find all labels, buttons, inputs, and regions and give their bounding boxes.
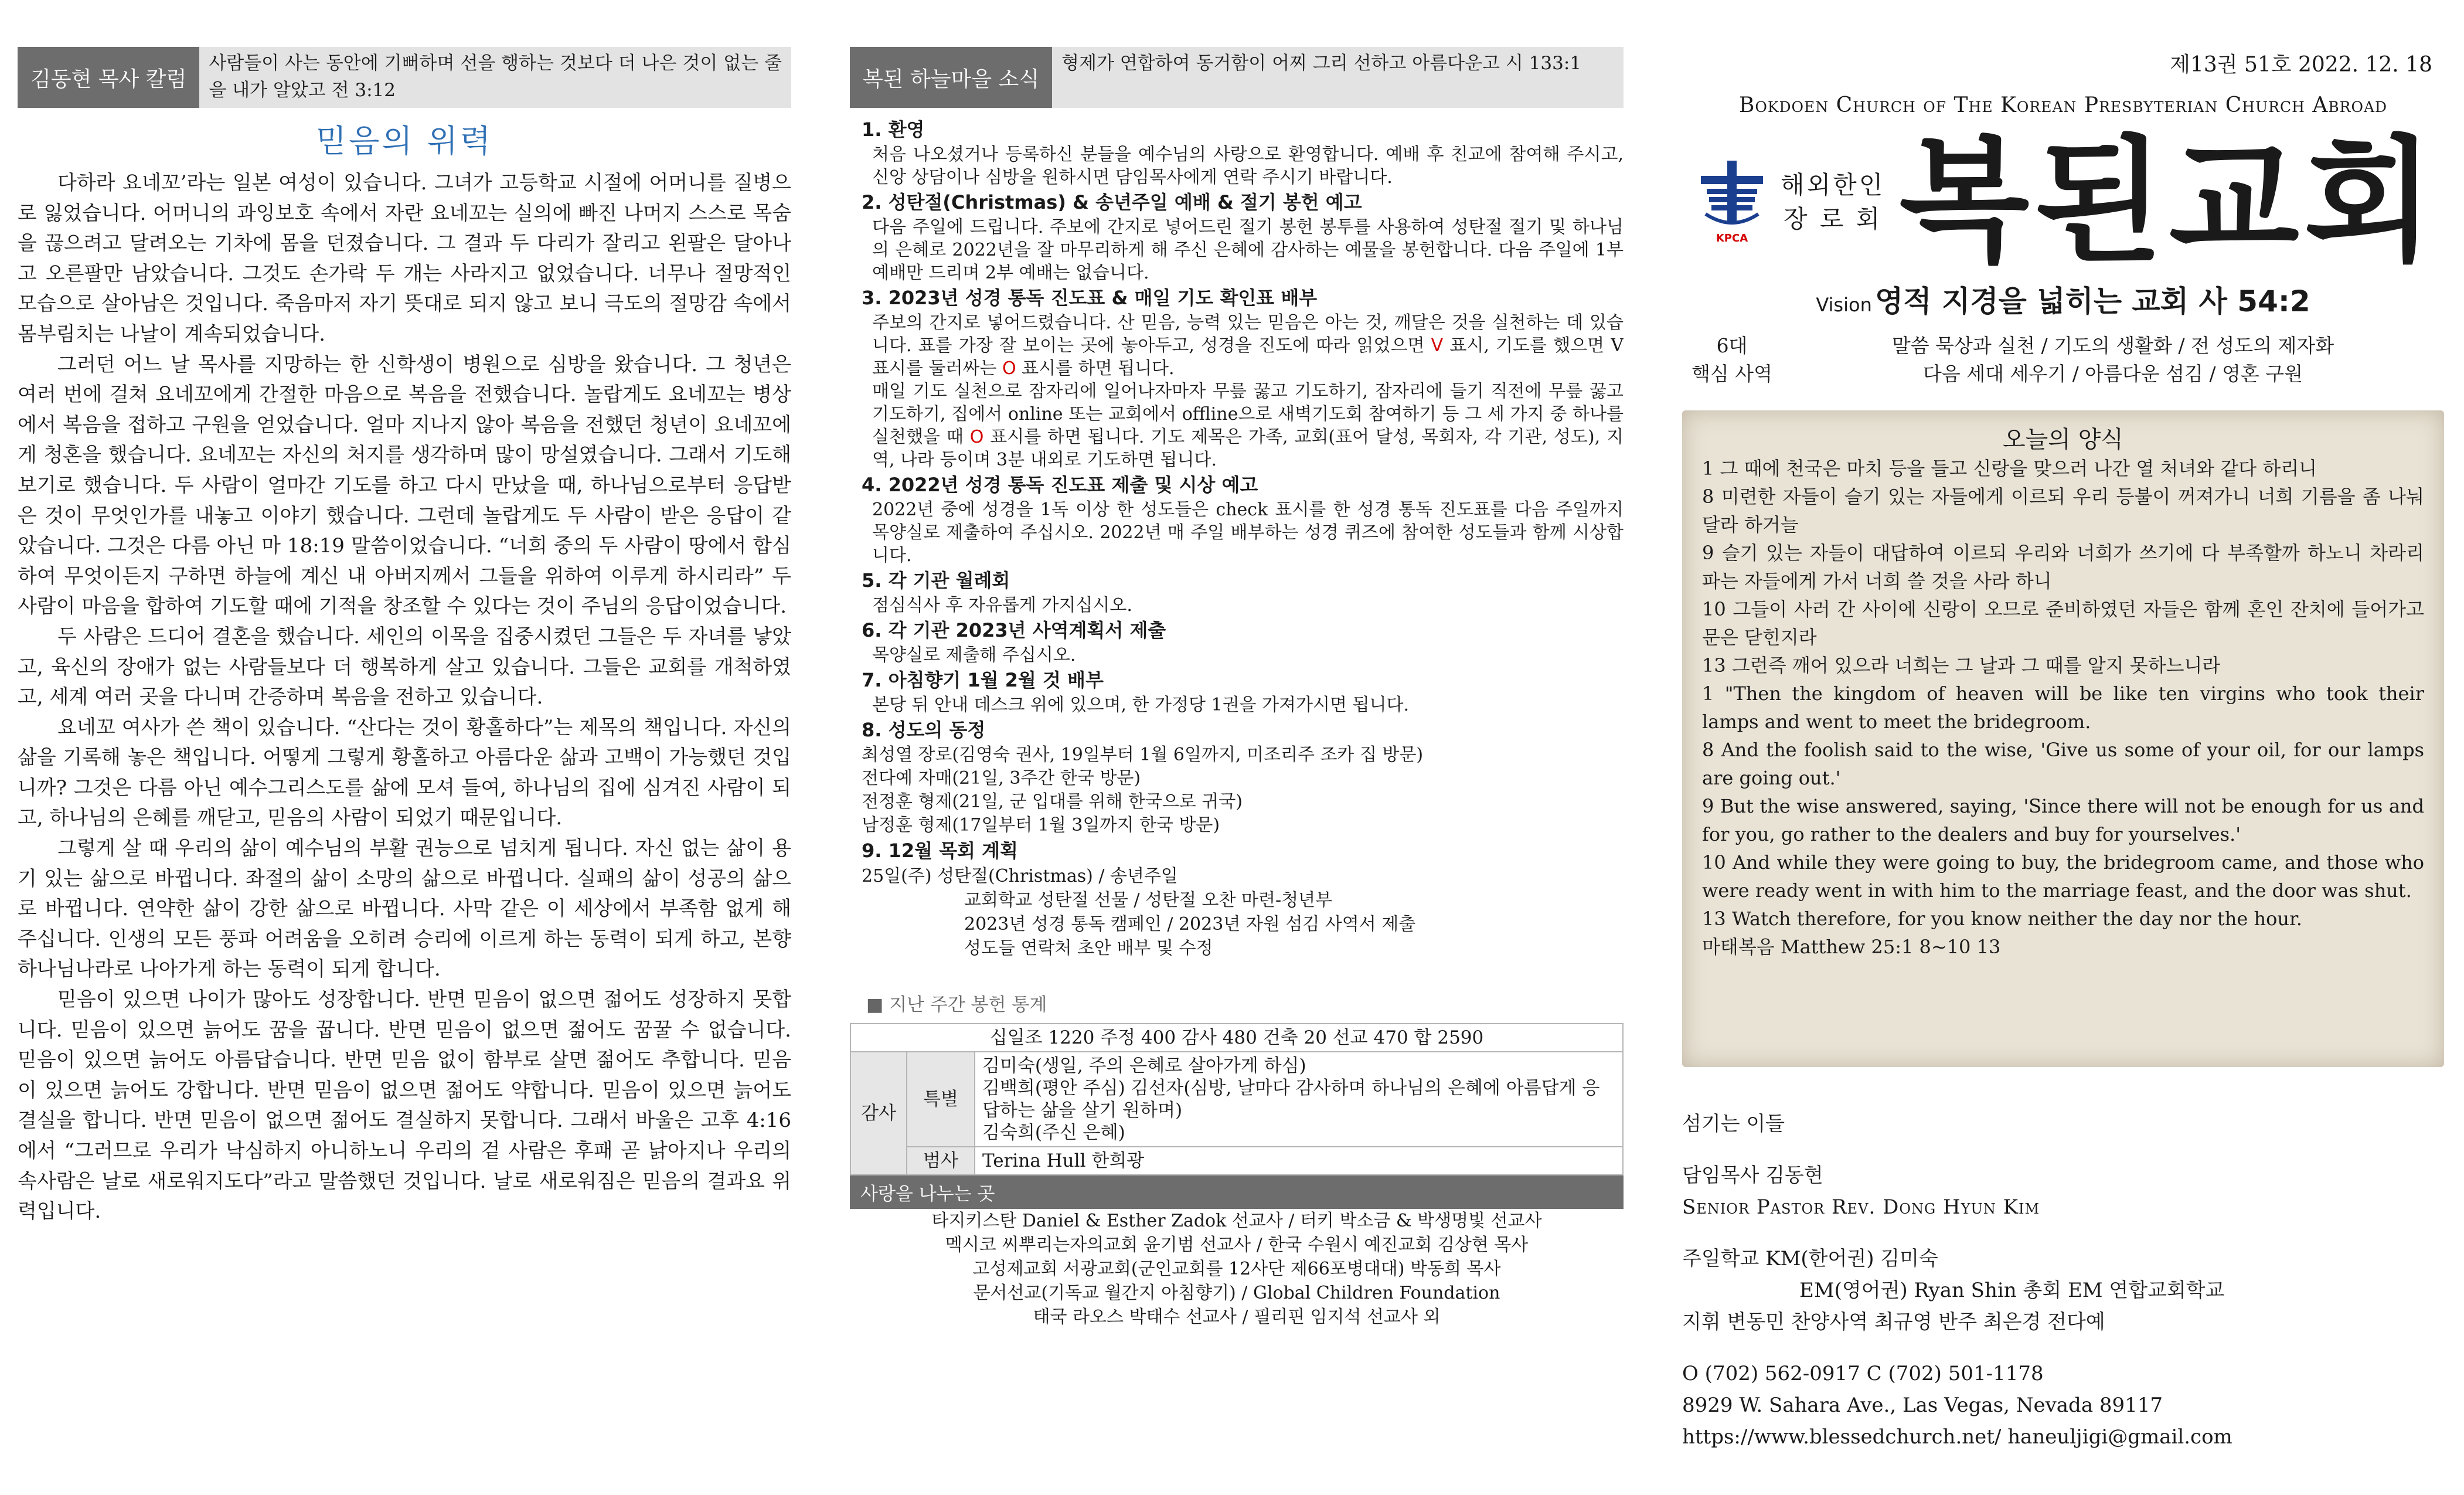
vision-text: 영적 지경을 넓히는 교회 사 54:2 bbox=[1874, 284, 2310, 318]
news-text: 처음 나오셨거나 등록하신 분들을 예수님의 사랑으로 환영합니다. 예배 후 친교에 참여해 주시고, 신앙 상담이나 심방을 원하시면 담임목사에게 연락 주시기 바랍니다. bbox=[872, 144, 1624, 188]
kpca-cross-logo-icon bbox=[1694, 158, 1770, 246]
column-paragraph: 그렇게 살 때 우리의 삶이 예수님의 부활 권능으로 넘치게 됩니다. 자신 없는 삶이 용기 있는 삶으로 바뀝니다. 좌절의 삶이 소망의 삶으로 바뀝니다. 실패의 삶이 성공의 삶으로 바뀝니다. 연약한 삶이 강한 삶으로 바뀝니다. 사막 같은 이 세상에서 부족함 없게 해 주십니다. 인생의 모든 풍파 어려움을 오히려 승리에 이르게 하는 동력이 되게 하고, 본향 하나님나라로 나아가게 하는 동력이 되게 합니다. bbox=[18, 837, 791, 981]
column-paragraph: 믿음이 있으면 나이가 많아도 성장합니다. 반면 믿음이 없으면 젊어도 성장하지 못합니다. 믿음이 있으면 늙어도 꿈을 꿉니다. 반면 믿음이 없으면 젊어도 꿈꿀 수 없습니다. 믿음이 있으면 늙어도 아름답습니다. 반면 믿음 없이 함부로 살면 젊어도 추합니다. 믿음이 있으면 늙어도 강합니다. 반면 믿음이 없으면 젊어도 약합니다. 믿음이 있으면 늙어도 결실을 합니다. 반면 믿음이 없으면 젊어도 결실하지 못합니다. 그래서 바울은 고후 4:16에서 “그러므로 우리가 낙심하지 아니하노니 우리의 겉 사람은 후패 곧 낡아지나 우리의 속사람은 날로 새로워지도다”라고 말씀했던 것입니다. 날로 새로워짐은 믿음의 결과요 위력입니다. bbox=[18, 988, 791, 1224]
core-label-line: 핵심 사역 bbox=[1691, 362, 1772, 385]
news-item bbox=[862, 567, 1624, 617]
news-text-part: 표시를 하면 됩니다. 기도 제목은 가족, 교회(표어 달성, 목회자, 각 기관, 성도), 지역, 나라 등이며 3분 내외로 기도하면 됩니다. bbox=[872, 427, 1624, 470]
news-heading: 3. 2023년 성경 통독 진도표 & 매일 기도 확인표 배부 bbox=[862, 287, 1318, 309]
news-text: 다음 주일에 드립니다. 주보에 간지로 넣어드린 절기 봉헌 봉투를 사용하여 성탄절 절기 및 하나님의 은혜로 2022년을 잘 마무리하게 해 주신 은혜에 감사하는 예물을 봉헌합니다. 다음 주일에 1부 예배만 드리며 2부 예배는 없습니다. bbox=[872, 217, 1624, 283]
o-mark: O bbox=[969, 427, 984, 447]
news-heading: 1. 환영 bbox=[862, 118, 925, 141]
fine-offerings: Terina Hull 한희광 bbox=[975, 1147, 1623, 1175]
servers-title: 섬기는 이들 bbox=[1682, 1112, 1785, 1136]
verse: 13 Watch therefore, for you know neither the day nor the hour. bbox=[1702, 908, 2302, 930]
fine-label: 범사 bbox=[907, 1147, 975, 1175]
masthead bbox=[1682, 124, 2444, 280]
news-heading: 7. 아침향기 1월 2월 것 배부 bbox=[862, 669, 1104, 691]
news-heading: 2. 성탄절(Christmas) & 송년주일 예배 & 절기 봉헌 예고 bbox=[862, 191, 1362, 213]
web-and-email: https://www.blessedchurch.net/ haneuljigi@gmail.com bbox=[1682, 1425, 2232, 1449]
issue-number: 제13권 51호 2022. 12. 18 bbox=[2170, 53, 2432, 77]
daily-bread-box bbox=[1682, 410, 2444, 1067]
member-news: 전정훈 형제(21일, 군 입대를 위해 한국으로 귀국) bbox=[862, 791, 1243, 812]
core-label bbox=[1682, 332, 1782, 388]
verse: 13 그런즉 깨어 있으라 너희는 그 날과 그 때를 알지 못하느니라 bbox=[1702, 654, 2221, 677]
vision bbox=[1682, 278, 2444, 320]
column-paragraph: 그러던 어느 날 목사를 지망하는 한 신학생이 병원으로 심방을 왔습니다. 그 청년은 여러 번에 걸쳐 요네꼬에게 간절한 마음으로 복음을 전했습니다. 놀랍게도 요네꼬는 병상에서 복음을 접하고 구원을 얻었습니다. 얼마 지나지 않아 복음을 전했던 청년이 요네꼬에게 청혼을 했습니다. 요네꼬는 자신의 처지를 생각하며 많이 망설였습니다. 그래서 기도해 보기로 했습니다. 두 사람이 얼마간 기도를 하고 다시 만났을 때, 하나님으로부터 응답받은 것이 무엇인가를 내놓고 이야기 했습니다. 그런데 놀랍게도 두 사람이 받은 응답이 같았습니다. 그것은 다름 아닌 마 18:19 말씀이었습니다. “너희 중의 두 사람이 땅에서 합심하여 무엇이든지 구하면 하늘에 계신 내 아버지께서 그들을 위하여 이루게 하시리라” 두 사람이 마음을 합하여 기도할 때에 기적을 창조할 수 있다는 것이 주님의 응답이었습니다. bbox=[18, 352, 791, 619]
v-mark: V bbox=[1431, 335, 1444, 356]
verse-reference: 마태복음 Matthew 25:1 8~10 13 bbox=[1702, 936, 2001, 958]
staff-line: 주일학교 KM(한어권) 김미숙 bbox=[1682, 1247, 1938, 1270]
schedule-line: 25일(주) 성탄절(Christmas) / 송년주일 bbox=[862, 866, 1178, 886]
news-item bbox=[862, 667, 1624, 716]
front-page bbox=[1682, 0, 2444, 1495]
news-heading: 8. 성도의 동정 bbox=[862, 719, 986, 741]
church-name: 복된교회 bbox=[1899, 124, 2439, 280]
offering-stats-table bbox=[850, 1023, 1624, 1175]
news-text-part: 매일 기도 실천으로 잠자리에 일어나자마자 무릎 꿇고 기도하기, 잠자리에 들기 직전에 무릎 꿇고 기도하기, 집에서 online 또는 교회에서 offline으로 새벽기도회 참여하기 등 그 세 가지 중 하나를 실천했을 때 bbox=[872, 381, 1624, 447]
o-mark: O bbox=[1002, 358, 1016, 379]
news-text: 목양실로 제출해 주십시오. bbox=[872, 645, 1076, 665]
schedule-line: 교회학교 성탄절 선물 / 성탄절 오찬 마련-청년부 bbox=[964, 890, 1333, 910]
column-tag: 김동현 목사 칼럼 bbox=[18, 47, 199, 108]
column-header bbox=[18, 47, 791, 108]
verse: 9 But the wise answered, saying, 'Since there will not be enough for us and for you, go rather to the dealers and buy for yourselves.' bbox=[1702, 795, 2424, 845]
offering-stats-caption: ■ 지난 주간 봉헌 통계 bbox=[866, 994, 1047, 1015]
mission-line: 태국 라오스 박태수 선교사 / 필리핀 임지석 선교사 외 bbox=[1033, 1307, 1441, 1327]
phone-numbers: O (702) 562-0917 C (702) 501-1178 bbox=[1682, 1362, 2044, 1385]
column-title: 믿음의 위력 bbox=[316, 123, 493, 159]
news-item bbox=[862, 284, 1624, 471]
schedule-line: 성도들 연락처 초안 배부 및 수정 bbox=[964, 938, 1213, 959]
news-text: 본당 뒤 안내 데스크 위에 있으며, 한 가정당 1권을 가져가시면 됩니다. bbox=[872, 695, 1409, 715]
kpca-line: 장 로 회 bbox=[1783, 205, 1883, 233]
news-heading: 5. 각 기관 월례회 bbox=[862, 569, 1010, 592]
column-paragraph: 두 사람은 드디어 결혼을 했습니다. 세인의 이목을 집중시켰던 그들은 두 자녀를 낳았고, 육신의 장애가 없는 사람들보다 더 행복하게 살고 있습니다. 그들은 교회를 개척하였고, 세계 여러 곳을 다니며 간증하며 복음을 전하고 있습니다. bbox=[18, 624, 791, 709]
senior-pastor: 담임목사 김동현 bbox=[1682, 1164, 1823, 1187]
news-text-part: 표시, 기도를 했으면 V 표시를 둘러싸는 bbox=[872, 335, 1624, 379]
verse: 10 그들이 사러 간 사이에 신랑이 오므로 준비하였던 자들은 함께 혼인 잔치에 들어가고 문은 닫힌지라 bbox=[1702, 598, 2424, 648]
member-news: 남정훈 형제(17일부터 1월 3일까지 한국 방문) bbox=[862, 815, 1220, 835]
news-item bbox=[862, 716, 1624, 837]
news-text bbox=[862, 380, 1624, 471]
verse: 1 그 때에 천국은 마치 등을 들고 신랑을 맞으러 나간 열 처녀와 같다 하리니 bbox=[1702, 457, 2317, 480]
address: 8929 W. Sahara Ave., Las Vegas, Nevada 89117 bbox=[1682, 1394, 2163, 1417]
news-text: 2022년 중에 성경을 1독 이상 한 성도들은 check 표시를 한 성경 통독 진도표를 다음 주일까지 목양실로 제출하여 주십시오. 2022년 매 주일 배부하는 성경 퀴즈에 참여한 성도들과 함께 시상합니다. bbox=[872, 500, 1624, 566]
news-quote: 형제가 연합하여 동거함이 어찌 그리 선하고 아름다운고 시 133:1 bbox=[1052, 47, 1624, 108]
staff-line: 지휘 변동민 찬양사역 최규영 반주 최은경 전다예 bbox=[1682, 1310, 2105, 1334]
news-list bbox=[850, 116, 1624, 960]
kpca-logo-text: KPCA bbox=[1716, 232, 1748, 244]
news-header bbox=[850, 47, 1624, 108]
column-quote: 사람들이 사는 동안에 기뻐하며 선을 행하는 것보다 더 나은 것이 없는 줄을 내가 알았고 전 3:12 bbox=[199, 47, 791, 108]
news-heading: 9. 12월 목회 계획 bbox=[862, 840, 1018, 862]
kpca-label bbox=[1781, 168, 1885, 236]
kpca-line: 해외한인 bbox=[1781, 171, 1886, 199]
core-line: 다음 세대 세우기 / 아름다운 섬김 / 영혼 구원 bbox=[1922, 362, 2303, 385]
servers bbox=[1682, 1108, 2444, 1453]
offering-line: 김미숙(생일, 주의 은혜로 살아가게 하심) bbox=[982, 1055, 1306, 1076]
core-ministries bbox=[1682, 332, 2444, 388]
mission-line: 멕시코 씨뿌리는자의교회 윤기범 선교사 / 한국 수원시 예진교회 김상현 목사 bbox=[945, 1235, 1529, 1255]
mission-line: 문서선교(기독교 월간지 아침향기) / Global Children Foundation bbox=[973, 1283, 1500, 1303]
offering-totals: 십일조 1220 주정 400 감사 480 건축 20 선교 470 합 2590 bbox=[850, 1024, 1623, 1052]
core-line: 말씀 묵상과 실천 / 기도의 생활화 / 전 성도의 제자화 bbox=[1891, 334, 2334, 357]
news-heading: 4. 2022년 성경 통독 진도표 제출 및 시상 예고 bbox=[862, 474, 1258, 496]
column-paragraph: 다하라 요네꼬’라는 일본 여성이 있습니다. 그녀가 고등학교 시절에 어머니를 질병으로 잃었습니다. 어머니의 과잉보호 속에서 자란 요네꼬는 실의에 빠진 나머지 스스로 목숨을 끊으려고 달려오는 기차에 몸을 던졌습니다. 그 결과 두 다리가 잘리고 왼팔은 달아나고 오른팔만 남았습니다. 그것도 손가락 두 개는 사라지고 없었습니다. 너무나 절망적인 모습으로 살아남은 것입니다. 죽음마저 자기 뜻대로 되지 않고 보니 극도의 절망감 속에서 몸부림치는 나날이 계속되었습니다. bbox=[18, 171, 791, 346]
thanks-label: 감사 bbox=[850, 1052, 907, 1175]
verse: 10 And while they were going to buy, the bridegroom came, and those who were ready went in with him to the marriage feast, and the door was shut. bbox=[1702, 851, 2424, 902]
special-label: 특별 bbox=[907, 1052, 975, 1147]
sharing-list bbox=[850, 1209, 1624, 1329]
offering-line: 김숙희(주신 은혜) bbox=[982, 1122, 1125, 1143]
schedule-line: 2023년 성경 통독 캠페인 / 2023년 자원 섬김 사역서 제출 bbox=[964, 914, 1416, 935]
vision-label: Vision bbox=[1816, 294, 1872, 316]
news-item bbox=[862, 837, 1624, 960]
column-body bbox=[18, 168, 791, 1227]
news-item bbox=[862, 189, 1624, 284]
news-text-part: 주보의 간지로 넣어드렸습니다. 산 믿음, 능력 있는 믿음은 아는 것, 깨달은 것을 실천하는 데 있습니다. 표를 가장 잘 보이는 곳에 놓아두고, 성경을 진도에 따라 읽었으면 bbox=[872, 312, 1624, 356]
offering-line: 김백희(평안 주심) 김선자(심방, 날마다 감사하며 하나님의 은혜에 아름답게 응답하는 삶을 살기 원하며) bbox=[982, 1078, 1600, 1121]
news-column bbox=[850, 0, 1624, 1495]
sharing-header: 사랑을 나누는 곳 bbox=[850, 1175, 1624, 1209]
senior-pastor-english: Senior Pastor Rev. Dong Hyun Kim bbox=[1682, 1195, 2040, 1219]
pastor-column bbox=[18, 0, 791, 1495]
special-offerings bbox=[975, 1052, 1623, 1147]
member-news: 최성열 장로(김영숙 권사, 19일부터 1월 6일까지, 미조리주 조카 집 방문) bbox=[862, 745, 1424, 765]
church-english-name: Bokdoen Church of The Korean Presbyterian Church Abroad bbox=[1738, 93, 2388, 117]
news-item bbox=[862, 471, 1624, 567]
mission-line: 타지키스탄 Daniel & Esther Zadok 선교사 / 터키 박소금 & 박생명빛 선교사 bbox=[931, 1211, 1542, 1231]
news-item bbox=[862, 116, 1624, 189]
member-news: 전다예 자매(21일, 3주간 한국 방문) bbox=[862, 768, 1141, 789]
news-text bbox=[862, 311, 1624, 380]
daily-bread-title: 오늘의 양식 bbox=[2003, 426, 2123, 453]
mission-line: 고성제교회 서광교회(군인교회를 12사단 제66포병대대) 박동희 목사 bbox=[972, 1259, 1501, 1279]
verse: 1 "Then the kingdom of heaven will be like ten virgins who took their lamps and went to meet the bridegroom. bbox=[1702, 682, 2424, 733]
staff-line: EM(영어권) Ryan Shin 총회 EM 연합교회학교 bbox=[1799, 1279, 2225, 1302]
news-heading: 6. 각 기관 2023년 사역계획서 제출 bbox=[862, 619, 1166, 641]
column-paragraph: 요네꼬 여사가 쓴 책이 있습니다. “산다는 것이 황홀하다”는 제목의 책입니다. 자신의 삶을 기록해 놓은 책입니다. 어떻게 그렇게 황홀하고 아름다운 삶과 고백이 가능했던 것입니까? 그것은 다름 아닌 예수그리스도를 삶에 모셔 들여, 하나님의 집에 심겨진 사람이 되고, 하나님의 은혜를 깨닫고, 믿음의 사람이 되었기 때문입니다. bbox=[18, 715, 791, 830]
verse: 8 미련한 자들이 슬기 있는 자들에게 이르되 우리 등불이 꺼져가니 너희 기름을 좀 나눠 달라 하거늘 bbox=[1702, 485, 2424, 536]
core-items bbox=[1782, 332, 2444, 388]
news-item bbox=[862, 617, 1624, 667]
verse: 8 And the foolish said to the wise, 'Give us some of your oil, for our lamps are going out.' bbox=[1702, 739, 2424, 789]
news-text-part: 표시를 하면 됩니다. bbox=[1022, 358, 1175, 379]
news-text: 점심식사 후 자유롭게 가지십시오. bbox=[872, 595, 1132, 616]
core-label-line: 6대 bbox=[1716, 334, 1748, 357]
verse: 9 슬기 있는 자들이 대답하여 이르되 우리와 너희가 쓰기에 다 부족할까 하노니 차라리 파는 자들에게 가서 너희 쓸 것을 사라 하니 bbox=[1702, 542, 2424, 592]
news-tag: 복된 하늘마을 소식 bbox=[850, 47, 1052, 108]
